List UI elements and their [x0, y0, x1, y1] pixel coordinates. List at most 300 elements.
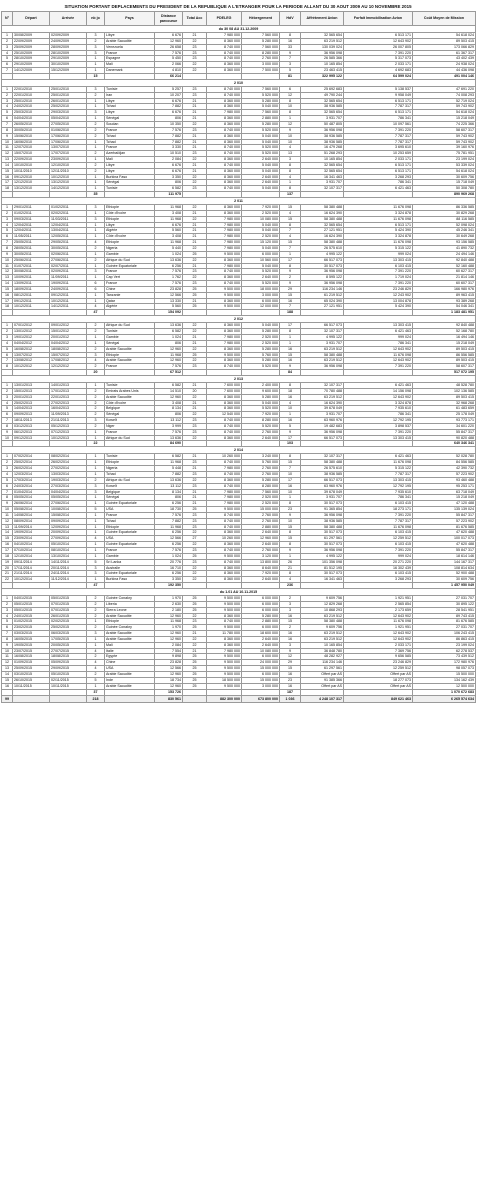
table-cell: 58 380 488	[301, 524, 344, 530]
table-cell: 90 820 488	[413, 435, 476, 441]
table-cell: 5 280 000	[242, 477, 280, 483]
table-cell: 7 787 317	[344, 133, 413, 139]
table-cell: 11	[2, 654, 13, 660]
table-cell: 10 260 000	[207, 536, 242, 542]
total-cost: 1 457 950 049	[413, 583, 476, 589]
table-cell: 50 487 805	[301, 121, 344, 127]
table-cell: 8 360 000	[207, 298, 242, 304]
table-cell: 15	[2, 677, 13, 683]
table-cell: 54 046 341	[413, 304, 476, 310]
table-cell: Tunisie	[105, 186, 155, 192]
table-cell: 7	[280, 228, 301, 234]
table-cell: 11 968	[155, 240, 183, 246]
table-cell: 24/02/2010	[13, 104, 50, 110]
table-cell: 23 463 415	[301, 68, 344, 74]
table-cell: 61 297 561	[301, 536, 344, 542]
table-cell: 8 740 000	[207, 418, 242, 424]
table-cell: 27/02/2014	[50, 466, 87, 472]
table-cell: 101 356 098	[301, 559, 344, 565]
table-cell: 14/12/2011	[50, 304, 87, 310]
table-cell: 30 895 122	[413, 601, 476, 607]
table-cell: 6 421 463	[344, 186, 413, 192]
table-cell: 3 330	[155, 145, 183, 151]
table-cell: 05/09/2015	[50, 660, 87, 666]
table-cell: 2	[2, 210, 13, 216]
table-cell: 18/08/2012	[50, 346, 87, 352]
table-cell: 17/08/2012	[50, 358, 87, 364]
table-cell: Libye	[105, 168, 155, 174]
table-cell: 3	[87, 269, 105, 275]
table-cell: 12 643 902	[344, 631, 413, 637]
table-cell: 23	[280, 507, 301, 513]
table-cell: 74 225 366	[413, 121, 476, 127]
table-cell: 13	[2, 524, 13, 530]
column-header: Coût Moyen de Mission	[413, 12, 476, 26]
table-cell: 22	[183, 358, 207, 364]
table-cell: 7	[2, 240, 13, 246]
table-cell: 8 740 000	[207, 364, 242, 370]
table-cell: 10	[280, 518, 301, 524]
table-cell: 12 000 000	[242, 304, 280, 310]
table-cell: 5 424 390	[344, 304, 413, 310]
table-cell: 22/01/2013	[50, 394, 87, 400]
table-cell: Algérie	[105, 304, 155, 310]
table-cell: 7 600 000	[207, 383, 242, 389]
table-cell: 93 460 488	[413, 477, 476, 483]
table-cell: 8 740 000	[207, 145, 242, 151]
table-cell: 39 160 976	[413, 145, 476, 151]
grand-total-pdeleg: 882 300 000	[207, 695, 242, 702]
table-cell: 26/02/2014	[13, 466, 50, 472]
table-cell: 08/09/2014	[13, 518, 50, 524]
section-label: 2 010	[2, 79, 476, 86]
table-cell: 52 028 780	[413, 454, 476, 460]
table-cell: 3	[87, 86, 105, 92]
table-cell: 21	[183, 104, 207, 110]
table-cell: 2	[87, 601, 105, 607]
table-cell: Burkina Faso	[105, 174, 155, 180]
table-cell: 6 676	[155, 98, 183, 104]
table-cell: 12/04/2011	[13, 228, 50, 234]
table-cell: 5 040 000	[242, 186, 280, 192]
table-cell: 5 040 000	[242, 133, 280, 139]
table-cell: 23	[280, 677, 301, 683]
table-cell: 1	[87, 530, 105, 536]
table-cell: 25/01/2010	[50, 86, 87, 92]
table-cell: 5 040 000	[242, 246, 280, 252]
table-cell: 6	[2, 412, 13, 418]
table-cell: 24/11/2014	[50, 571, 87, 577]
table-cell: 108 814 634	[413, 565, 476, 571]
table-cell: 32 565 654	[301, 33, 344, 39]
table-cell: 5 450	[155, 56, 183, 62]
table-cell: 21	[183, 168, 207, 174]
table-cell: Afrique du Sud	[105, 323, 155, 329]
table-cell: 1	[87, 547, 105, 553]
table-cell: 13 636	[155, 257, 183, 263]
table-cell: 999 024	[344, 334, 413, 340]
table-cell: 2	[87, 406, 105, 412]
table-cell: Tunisie	[105, 454, 155, 460]
table-cell: 1	[87, 251, 105, 257]
table-cell: 26/06/2014	[13, 501, 50, 507]
table-cell: 23	[183, 619, 207, 625]
grand-total-days: 218	[87, 695, 105, 702]
table-cell: 8	[280, 329, 301, 335]
total-distance: 153 726	[155, 689, 183, 695]
table-cell: 7 391 220	[344, 269, 413, 275]
table-cell: 2	[87, 133, 105, 139]
table-cell: 7 787 317	[344, 104, 413, 110]
table-cell: 25/05/2011	[13, 240, 50, 246]
table-cell: 2	[2, 388, 13, 394]
table-cell: 17	[2, 180, 13, 186]
table-cell: 17	[2, 298, 13, 304]
table-cell: 1	[280, 553, 301, 559]
table-cell: 08/02/2014	[50, 454, 87, 460]
table-cell: Chine	[105, 286, 155, 292]
table-cell: Ethiopie	[105, 619, 155, 625]
table-cell: 12 792 195	[344, 418, 413, 424]
table-cell: Offert par AS	[301, 683, 344, 689]
table-cell: Arabie Saoudite	[105, 613, 155, 619]
table-cell: Guinée Conakry	[105, 596, 155, 602]
table-cell: Guinée Equatoriale	[105, 542, 155, 548]
table-cell: 16 341 463	[301, 174, 344, 180]
missions-table	[1, 11, 476, 703]
table-cell: 7 980 000	[207, 489, 242, 495]
table-cell: 9	[2, 133, 13, 139]
table-cell: 5 040 000	[242, 139, 280, 145]
table-cell: 3	[87, 571, 105, 577]
table-cell: 33	[280, 44, 301, 50]
table-cell: 2	[87, 625, 105, 631]
table-cell: 36 956 098	[301, 364, 344, 370]
table-cell: 21	[183, 495, 207, 501]
table-cell: 12/04/2011	[13, 222, 50, 228]
table-cell: 04/04/2012	[13, 340, 50, 346]
table-cell: 6	[2, 352, 13, 358]
table-cell: 7 576	[155, 281, 183, 287]
table-cell: 16 624 390	[301, 234, 344, 240]
table-cell: Tchad	[105, 518, 155, 524]
table-cell: 12/10/2014	[13, 553, 50, 559]
column-header: Affrètement Avion	[301, 12, 344, 26]
table-cell: 1	[87, 234, 105, 240]
table-cell: 02/11/2015	[50, 677, 87, 683]
table-cell: 1 970	[155, 596, 183, 602]
table-cell: 5 280 000	[242, 98, 280, 104]
table-cell: 8 360 000	[207, 323, 242, 329]
table-cell: 9 500 000	[207, 654, 242, 660]
table-cell: 2	[87, 92, 105, 98]
table-cell: 23	[183, 423, 207, 429]
table-cell: 8 280 000	[242, 50, 280, 56]
table-cell: 93 773 171	[413, 418, 476, 424]
table-cell: 36 956 098	[301, 127, 344, 133]
table-cell: 21	[183, 298, 207, 304]
table-cell: 55 847 317	[413, 512, 476, 518]
table-cell: 10/08/2014	[50, 507, 87, 513]
table-cell: 2 760 000	[242, 472, 280, 478]
table-cell: 23	[183, 92, 207, 98]
table-cell: 47 620 488	[413, 530, 476, 536]
table-cell: 23/09/2014	[13, 536, 50, 542]
table-cell: 6 421 463	[344, 454, 413, 460]
table-cell: 36 956 098	[301, 429, 344, 435]
table-cell: 1 921 951	[344, 596, 413, 602]
table-cell: 25	[183, 292, 207, 298]
table-cell: 04/04/2012	[50, 340, 87, 346]
table-cell: 5 520 000	[242, 269, 280, 275]
table-cell: 36 956 098	[301, 547, 344, 553]
table-cell: 26 658	[155, 44, 183, 50]
table-cell: 5 040 000	[242, 228, 280, 234]
table-cell: Libye	[105, 98, 155, 104]
table-cell: 32 565 654	[301, 98, 344, 104]
table-cell: 89 743 415	[413, 613, 476, 619]
table-cell: 19 482 683	[301, 423, 344, 429]
table-cell: 01/06/2010	[50, 127, 87, 133]
table-cell: 26 575 610	[301, 246, 344, 252]
table-cell: 21	[183, 139, 207, 145]
table-cell: 3	[87, 44, 105, 50]
table-cell: 25	[183, 660, 207, 666]
table-cell: 11 968	[155, 352, 183, 358]
table-cell: 19/09/2014	[13, 530, 50, 536]
table-cell: 1	[87, 62, 105, 68]
table-cell: 61 483 659	[413, 406, 476, 412]
table-cell: 1	[87, 275, 105, 281]
table-cell: 6 513 171	[344, 222, 413, 228]
table-cell: 21	[183, 228, 207, 234]
table-cell: 16	[280, 483, 301, 489]
table-cell: 39 678 049	[301, 489, 344, 495]
table-cell: 59 743 902	[413, 139, 476, 145]
table-cell: 9 500 000	[207, 625, 242, 631]
table-cell: 11	[2, 512, 13, 518]
table-cell: 23	[183, 50, 207, 56]
table-cell: 13 004 878	[344, 298, 413, 304]
table-cell: 91 385 366	[301, 677, 344, 683]
table-cell: 2 760 000	[242, 466, 280, 472]
table-cell: 13 303 415	[344, 323, 413, 329]
table-cell: 12	[280, 121, 301, 127]
table-cell: 10 080 000	[242, 216, 280, 222]
table-cell: 1	[2, 596, 13, 602]
table-cell: 2	[87, 168, 105, 174]
table-cell: 3	[87, 205, 105, 211]
table-cell: 15	[280, 292, 301, 298]
table-cell: 7	[280, 246, 301, 252]
table-cell: 22	[183, 323, 207, 329]
table-cell: 12/04/2011	[50, 222, 87, 228]
table-cell: 32 107 317	[301, 329, 344, 335]
table-cell: 52 168 780	[413, 329, 476, 335]
table-cell: 17/06/2010	[50, 139, 87, 145]
table-cell: 2	[2, 92, 13, 98]
table-cell: 2	[87, 323, 105, 329]
table-cell: 01/02/2015	[13, 619, 50, 625]
table-cell: 44 436 098	[413, 68, 476, 74]
table-cell: 5 280 000	[242, 358, 280, 364]
table-cell: 7 980 000	[207, 228, 242, 234]
table-cell: 3 408	[155, 400, 183, 406]
table-cell: 9 500 000	[207, 286, 242, 292]
table-cell: 59 743 902	[413, 133, 476, 139]
header-row	[2, 12, 476, 26]
table-cell: 3 931 707	[301, 412, 344, 418]
table-cell: 63 219 512	[301, 636, 344, 642]
table-cell: 2	[87, 423, 105, 429]
table-cell: 7 391 220	[344, 127, 413, 133]
table-cell: 2 640 000	[242, 275, 280, 281]
table-cell: 1	[87, 68, 105, 74]
table-cell: 1	[2, 323, 13, 329]
table-cell: 8	[2, 495, 13, 501]
table-cell: 21	[183, 466, 207, 472]
table-cell: 4 995 122	[301, 251, 344, 257]
table-cell: 8	[2, 246, 13, 252]
table-cell: 49 790 244	[301, 92, 344, 98]
table-cell: 2	[2, 38, 13, 44]
table-cell: 24/01/2015	[13, 613, 50, 619]
section-header	[2, 589, 476, 596]
table-cell: 8 134	[155, 489, 183, 495]
table-cell: 11/12/2014	[50, 577, 87, 583]
table-cell: 3 695 610	[344, 145, 413, 151]
table-cell: 9 898	[155, 654, 183, 660]
table-cell: Arabie Saoudite	[105, 636, 155, 642]
table-cell: Guinée Equatoriale	[105, 571, 155, 577]
table-cell: 5 520 000	[242, 127, 280, 133]
table-cell: 22	[183, 394, 207, 400]
table-cell: 3	[87, 33, 105, 39]
table-cell: 21	[183, 383, 207, 389]
table-cell: 3 120 000	[242, 553, 280, 559]
table-cell: 7 980 000	[207, 240, 242, 246]
table-cell: 36 956 098	[301, 269, 344, 275]
table-cell: 23	[183, 418, 207, 424]
table-cell: 2	[87, 121, 105, 127]
table-cell: 2 033 171	[344, 642, 413, 648]
table-cell: 17	[2, 547, 13, 553]
table-cell: 02/09/2009	[50, 33, 87, 39]
table-cell: 11 676 098	[344, 460, 413, 466]
table-cell: 25	[183, 654, 207, 660]
table-cell: 7 980 000	[207, 334, 242, 340]
table-cell: 20/11/2014	[50, 565, 87, 571]
table-cell: Tchad	[105, 139, 155, 145]
table-cell: 8 740 000	[207, 269, 242, 275]
table-cell: 23 246 829	[344, 286, 413, 292]
table-cell: 10	[2, 435, 13, 441]
table-cell: 22	[183, 435, 207, 441]
table-cell: 92 840 488	[413, 257, 476, 263]
table-cell: 4 995 122	[301, 553, 344, 559]
table-cell: France	[105, 145, 155, 151]
table-cell: 8 740 000	[207, 619, 242, 625]
table-cell: 98 057 073	[413, 666, 476, 672]
table-cell: 13 112	[155, 483, 183, 489]
table-cell: 16/04/2013	[50, 406, 87, 412]
table-cell: 3	[2, 216, 13, 222]
table-cell: 17/07/2010	[50, 151, 87, 157]
table-cell: Tchad	[105, 472, 155, 478]
table-cell: 53 339 024	[413, 162, 476, 168]
table-cell: 4	[280, 234, 301, 240]
table-cell: 6	[2, 62, 13, 68]
table-cell: Offert par AS	[344, 683, 413, 689]
table-cell: 05/01/2015	[13, 607, 50, 613]
table-cell: 41 890 732	[413, 246, 476, 252]
table-cell: 27/06/2014	[50, 501, 87, 507]
table-cell: USA	[105, 666, 155, 672]
table-cell: 10/09/2011	[13, 275, 50, 281]
table-cell: 12/12/2010	[13, 180, 50, 186]
table-cell: 9	[2, 501, 13, 507]
table-cell: Côte d'Ivoire	[105, 210, 155, 216]
table-cell: 92 840 488	[413, 323, 476, 329]
table-cell: 63 219 512	[301, 38, 344, 44]
table-cell: 1	[87, 186, 105, 192]
table-cell: 6 000 000	[242, 596, 280, 602]
table-cell: 12/03/2014	[13, 472, 50, 478]
table-cell: 25 178 049	[413, 412, 476, 418]
table-cell: 2 520 000	[242, 340, 280, 346]
table-cell: 3 268 293	[344, 577, 413, 583]
table-cell: Mali	[105, 157, 155, 163]
table-cell: Iran	[105, 92, 155, 98]
table-cell: Egypte	[105, 654, 155, 660]
total-days: 20	[87, 370, 105, 376]
table-cell: 4	[87, 536, 105, 542]
table-cell: 32 565 654	[301, 168, 344, 174]
table-cell: 93 389 268	[413, 298, 476, 304]
table-cell: 26/10/2015	[13, 677, 50, 683]
table-cell: 07/02/2014	[13, 454, 50, 460]
column-header: nb jo	[87, 12, 105, 26]
table-cell: 39 678 049	[301, 406, 344, 412]
table-cell: 7 935 610	[344, 406, 413, 412]
table-cell: 806	[155, 495, 183, 501]
table-cell: 05/08/2014	[13, 507, 50, 513]
table-cell: 10 165 854	[301, 62, 344, 68]
table-cell: 95 253 171	[413, 483, 476, 489]
table-cell: 11/09/2011	[50, 275, 87, 281]
table-cell: 9 600 000	[242, 388, 280, 394]
table-cell: 7 980 000	[207, 234, 242, 240]
table-cell: 12	[280, 654, 301, 660]
table-cell: 1	[87, 298, 105, 304]
table-cell: 84 556 585	[413, 460, 476, 466]
table-cell: 23/02/2015	[13, 625, 50, 631]
table-cell: 2 084	[155, 157, 183, 163]
table-cell: 7	[2, 489, 13, 495]
table-cell: 30/05/2011	[50, 246, 87, 252]
table-cell: 22	[183, 346, 207, 352]
table-cell: 27	[183, 536, 207, 542]
table-cell: 25	[183, 507, 207, 513]
table-cell: 166 980 976	[413, 286, 476, 292]
table-cell: 3	[87, 216, 105, 222]
table-cell: 15 000 000	[242, 666, 280, 672]
table-cell: 8 740 000	[207, 423, 242, 429]
table-cell: 9	[2, 642, 13, 648]
table-cell: 7	[280, 304, 301, 310]
table-cell: 7 576	[155, 127, 183, 133]
table-cell: 42 390 732	[413, 466, 476, 472]
